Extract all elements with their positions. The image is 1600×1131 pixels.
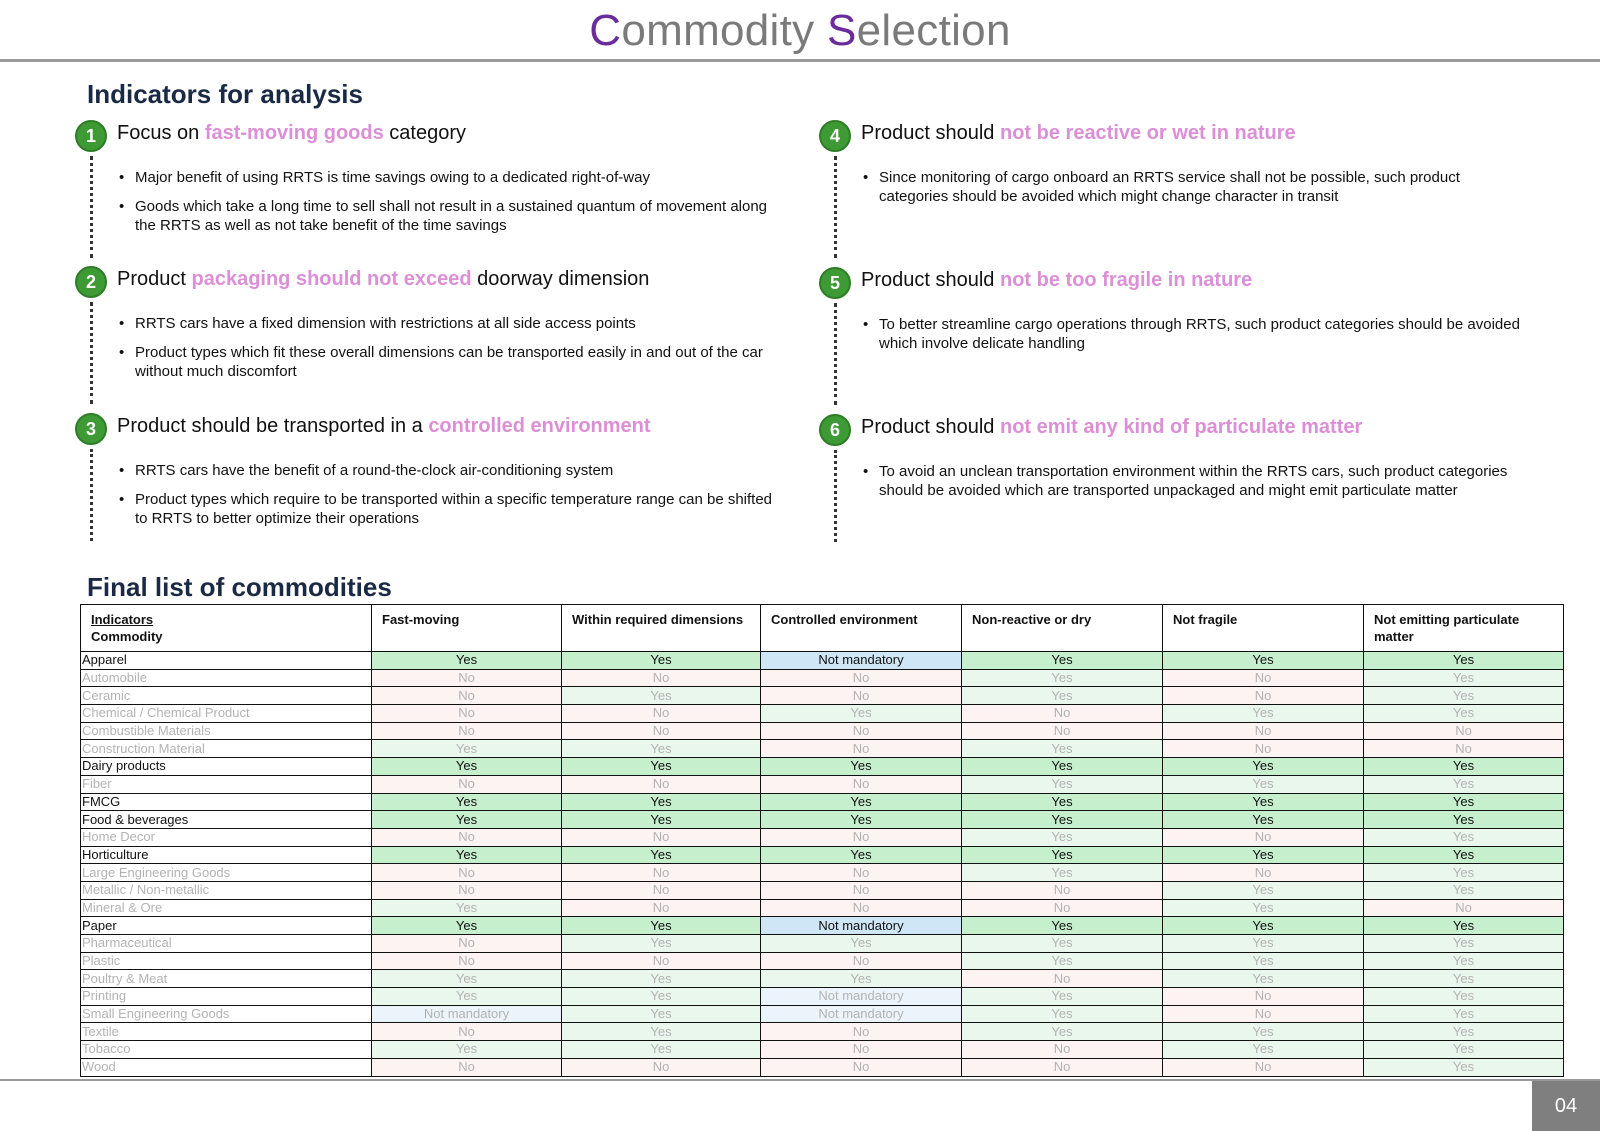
criteria-cell: No bbox=[562, 881, 761, 899]
criteria-cell: Not mandatory bbox=[761, 1005, 962, 1023]
commodity-name: Paper bbox=[81, 917, 372, 935]
criteria-cell: No bbox=[1364, 722, 1564, 740]
table-row bbox=[81, 952, 1564, 970]
criteria-cell: Yes bbox=[962, 758, 1163, 776]
criteria-cell: Yes bbox=[1163, 952, 1364, 970]
criteria-cell: No bbox=[962, 1058, 1163, 1076]
table-row bbox=[81, 1023, 1564, 1041]
criteria-cell: Not mandatory bbox=[761, 988, 962, 1006]
commodity-name: Metallic / Non-metallic bbox=[81, 881, 372, 899]
criteria-cell: No bbox=[372, 705, 562, 723]
table-row bbox=[81, 669, 1564, 687]
criteria-cell: Yes bbox=[1163, 811, 1364, 829]
table-row bbox=[81, 917, 1564, 935]
step-badge: 4 bbox=[819, 120, 851, 152]
criteria-cell: Not mandatory bbox=[761, 917, 962, 935]
criteria-cell: Yes bbox=[562, 970, 761, 988]
criteria-cell: Yes bbox=[1163, 899, 1364, 917]
criteria-cell: No bbox=[962, 1041, 1163, 1059]
criteria-cell: No bbox=[761, 952, 962, 970]
indicators-heading: Indicators for analysis bbox=[87, 79, 363, 109]
criteria-cell: Yes bbox=[761, 935, 962, 953]
criteria-cell: No bbox=[761, 864, 962, 882]
commodity-name: Horticulture bbox=[81, 846, 372, 864]
criteria-cell: No bbox=[372, 935, 562, 953]
criteria-cell: No bbox=[761, 1041, 962, 1059]
criteria-cell: Yes bbox=[962, 669, 1163, 687]
commodities-table bbox=[80, 604, 1564, 1077]
header-controlled-env: Controlled environment bbox=[761, 605, 962, 652]
step-badge: 3 bbox=[75, 413, 107, 445]
criteria-cell: Yes bbox=[372, 899, 562, 917]
commodity-name: Construction Material bbox=[81, 740, 372, 758]
commodity-name: Small Engineering Goods bbox=[81, 1005, 372, 1023]
commodity-name: Wood bbox=[81, 1058, 372, 1076]
criteria-cell: Yes bbox=[761, 970, 962, 988]
step-badge: 5 bbox=[819, 267, 851, 299]
criteria-cell: Yes bbox=[562, 1005, 761, 1023]
criteria-cell: Yes bbox=[562, 917, 761, 935]
criteria-cell: Yes bbox=[962, 917, 1163, 935]
criteria-cell: Yes bbox=[1163, 652, 1364, 670]
indicator-title: Focus on fast-moving goods category bbox=[117, 122, 466, 144]
commodity-name: Dairy products bbox=[81, 758, 372, 776]
criteria-cell: No bbox=[1364, 899, 1564, 917]
criteria-cell: Yes bbox=[562, 793, 761, 811]
criteria-cell: Yes bbox=[1364, 1058, 1564, 1076]
criteria-cell: Yes bbox=[1364, 652, 1564, 670]
table-row bbox=[81, 687, 1564, 705]
criteria-cell: Yes bbox=[962, 935, 1163, 953]
criteria-cell: Yes bbox=[1163, 1023, 1364, 1041]
criteria-cell: No bbox=[962, 881, 1163, 899]
criteria-cell: Yes bbox=[562, 1041, 761, 1059]
criteria-cell: No bbox=[1163, 740, 1364, 758]
criteria-cell: No bbox=[372, 1023, 562, 1041]
indicator-title: Product should not be too fragile in nature bbox=[861, 269, 1253, 291]
table-row bbox=[81, 758, 1564, 776]
criteria-cell: No bbox=[562, 864, 761, 882]
criteria-cell: No bbox=[1163, 988, 1364, 1006]
criteria-cell: Yes bbox=[1163, 846, 1364, 864]
criteria-cell: Yes bbox=[962, 988, 1163, 1006]
commodity-name: Large Engineering Goods bbox=[81, 864, 372, 882]
table-row bbox=[81, 846, 1564, 864]
criteria-cell: Yes bbox=[1163, 775, 1364, 793]
criteria-cell: No bbox=[372, 669, 562, 687]
criteria-cell: Yes bbox=[962, 828, 1163, 846]
criteria-cell: Yes bbox=[761, 793, 962, 811]
table-row bbox=[81, 935, 1564, 953]
criteria-cell: Yes bbox=[1364, 864, 1564, 882]
table-row bbox=[81, 1005, 1564, 1023]
criteria-cell: Yes bbox=[372, 970, 562, 988]
table-row bbox=[81, 881, 1564, 899]
bullet-item: • Major benefit of using RRTS is time savings owing to a dedicated right-of-way bbox=[117, 168, 780, 187]
criteria-cell: Yes bbox=[1364, 881, 1564, 899]
commodity-name: Ceramic bbox=[81, 687, 372, 705]
criteria-cell: No bbox=[761, 1023, 962, 1041]
criteria-cell: Yes bbox=[562, 1023, 761, 1041]
commodity-name: Automobile bbox=[81, 669, 372, 687]
commodity-name: Printing bbox=[81, 988, 372, 1006]
criteria-cell: Yes bbox=[1364, 970, 1564, 988]
step-badge: 6 bbox=[819, 414, 851, 446]
bullet-item: • Since monitoring of cargo onboard an RRTS service shall not be possible, such product categories should be avoided which might change character in transit bbox=[861, 168, 1524, 206]
criteria-cell: Yes bbox=[1364, 935, 1564, 953]
criteria-cell: No bbox=[372, 864, 562, 882]
criteria-cell: Yes bbox=[372, 988, 562, 1006]
indicator-title: Product packaging should not exceed doorway dimension bbox=[117, 268, 650, 290]
criteria-cell: No bbox=[372, 775, 562, 793]
dotted-connector bbox=[834, 450, 837, 542]
step-badge: 2 bbox=[75, 266, 107, 298]
commodity-name: Textile bbox=[81, 1023, 372, 1041]
criteria-cell: No bbox=[562, 669, 761, 687]
bullet-item: • To avoid an unclean transportation environment within the RRTS cars, such product categories should be avoided which are transported unpackaged and might emit particulate matter bbox=[861, 462, 1539, 500]
criteria-cell: No bbox=[761, 881, 962, 899]
criteria-cell: No bbox=[761, 669, 962, 687]
header-no-particulate: Not emitting particulate matter bbox=[1364, 605, 1564, 652]
criteria-cell: No bbox=[562, 1058, 761, 1076]
criteria-cell: Yes bbox=[962, 740, 1163, 758]
criteria-cell: Yes bbox=[372, 758, 562, 776]
table-row bbox=[81, 775, 1564, 793]
criteria-cell: Yes bbox=[562, 811, 761, 829]
commodity-name: Combustible Materials bbox=[81, 722, 372, 740]
criteria-cell: No bbox=[1163, 669, 1364, 687]
criteria-cell: Yes bbox=[1364, 1023, 1564, 1041]
commodity-name: Plastic bbox=[81, 952, 372, 970]
criteria-cell: Yes bbox=[1364, 1041, 1564, 1059]
indicator-5 bbox=[819, 267, 1524, 363]
criteria-cell: No bbox=[761, 740, 962, 758]
criteria-cell: Yes bbox=[962, 775, 1163, 793]
bullet-item: • To better streamline cargo operations through RRTS, such product categories should be avoided which involve delicate handling bbox=[861, 315, 1524, 353]
criteria-cell: No bbox=[562, 952, 761, 970]
criteria-cell: Yes bbox=[1364, 793, 1564, 811]
commodity-name: Home Decor bbox=[81, 828, 372, 846]
final-list-heading: Final list of commodities bbox=[87, 572, 392, 602]
indicator-title: Product should not be reactive or wet in nature bbox=[861, 122, 1296, 144]
criteria-cell: Yes bbox=[562, 988, 761, 1006]
commodity-name: Apparel bbox=[81, 652, 372, 670]
table-row bbox=[81, 899, 1564, 917]
criteria-cell: Yes bbox=[761, 705, 962, 723]
criteria-cell: No bbox=[761, 687, 962, 705]
criteria-cell: Yes bbox=[1163, 970, 1364, 988]
criteria-cell: No bbox=[372, 952, 562, 970]
criteria-cell: Yes bbox=[562, 740, 761, 758]
bullet-item: • RRTS cars have the benefit of a round-the-clock air-conditioning system bbox=[117, 461, 780, 480]
criteria-cell: No bbox=[1163, 864, 1364, 882]
criteria-cell: Yes bbox=[1364, 811, 1564, 829]
criteria-cell: Yes bbox=[1364, 669, 1564, 687]
criteria-cell: Yes bbox=[372, 917, 562, 935]
header-dimensions: Within required dimensions bbox=[562, 605, 761, 652]
criteria-cell: No bbox=[372, 881, 562, 899]
indicator-6 bbox=[819, 414, 1524, 510]
criteria-cell: No bbox=[372, 722, 562, 740]
table-row bbox=[81, 1058, 1564, 1076]
header-corner: Indicators Commodity bbox=[81, 605, 372, 652]
criteria-cell: Yes bbox=[962, 687, 1163, 705]
criteria-cell: Yes bbox=[962, 811, 1163, 829]
table-row bbox=[81, 864, 1564, 882]
commodity-name: Chemical / Chemical Product bbox=[81, 705, 372, 723]
criteria-cell: Yes bbox=[372, 811, 562, 829]
commodity-name: FMCG bbox=[81, 793, 372, 811]
criteria-cell: Yes bbox=[1364, 952, 1564, 970]
table-row bbox=[81, 740, 1564, 758]
criteria-cell: Not mandatory bbox=[761, 652, 962, 670]
commodity-name: Fiber bbox=[81, 775, 372, 793]
criteria-cell: No bbox=[761, 775, 962, 793]
bullet-item: • Product types which require to be transported within a specific temperature range can be shifted to RRTS to better optimize their operations bbox=[117, 490, 780, 528]
step-badge: 1 bbox=[75, 120, 107, 152]
criteria-cell: Yes bbox=[372, 1041, 562, 1059]
criteria-cell: No bbox=[1163, 722, 1364, 740]
table-row bbox=[81, 1041, 1564, 1059]
criteria-cell: Yes bbox=[761, 758, 962, 776]
criteria-cell: Yes bbox=[1364, 846, 1564, 864]
commodity-name: Food & beverages bbox=[81, 811, 372, 829]
dotted-connector bbox=[834, 156, 837, 258]
criteria-cell: No bbox=[1163, 687, 1364, 705]
commodity-name: Poultry & Meat bbox=[81, 970, 372, 988]
criteria-cell: Yes bbox=[761, 846, 962, 864]
criteria-cell: Yes bbox=[962, 652, 1163, 670]
criteria-cell: Yes bbox=[562, 687, 761, 705]
criteria-cell: Yes bbox=[562, 652, 761, 670]
criteria-cell: Yes bbox=[1163, 1041, 1364, 1059]
criteria-cell: Yes bbox=[562, 935, 761, 953]
criteria-cell: No bbox=[962, 899, 1163, 917]
criteria-cell: Yes bbox=[562, 846, 761, 864]
criteria-cell: No bbox=[761, 1058, 962, 1076]
criteria-cell: No bbox=[962, 705, 1163, 723]
criteria-cell: Not mandatory bbox=[372, 1005, 562, 1023]
criteria-cell: Yes bbox=[962, 846, 1163, 864]
criteria-cell: No bbox=[1364, 740, 1564, 758]
table-row bbox=[81, 722, 1564, 740]
dotted-connector bbox=[90, 156, 93, 258]
footer-divider bbox=[0, 1079, 1600, 1081]
commodity-name: Pharmaceutical bbox=[81, 935, 372, 953]
indicator-3 bbox=[75, 413, 780, 538]
criteria-cell: No bbox=[562, 775, 761, 793]
indicator-title: Product should be transported in a controlled environment bbox=[117, 415, 651, 437]
indicator-1 bbox=[75, 120, 780, 245]
criteria-cell: Yes bbox=[1364, 988, 1564, 1006]
criteria-cell: No bbox=[372, 687, 562, 705]
criteria-cell: No bbox=[962, 722, 1163, 740]
criteria-cell: Yes bbox=[372, 740, 562, 758]
table-row bbox=[81, 652, 1564, 670]
dotted-connector bbox=[90, 449, 93, 541]
criteria-cell: No bbox=[761, 899, 962, 917]
table-row bbox=[81, 793, 1564, 811]
page-number: 04 bbox=[1532, 1081, 1600, 1131]
criteria-cell: Yes bbox=[1364, 758, 1564, 776]
table-row bbox=[81, 988, 1564, 1006]
criteria-cell: Yes bbox=[1163, 793, 1364, 811]
criteria-cell: Yes bbox=[562, 758, 761, 776]
criteria-cell: Yes bbox=[1163, 881, 1364, 899]
criteria-cell: Yes bbox=[372, 793, 562, 811]
criteria-cell: Yes bbox=[1163, 917, 1364, 935]
criteria-cell: Yes bbox=[1364, 775, 1564, 793]
page-title: Commodity Selection bbox=[589, 6, 1011, 55]
criteria-cell: Yes bbox=[962, 793, 1163, 811]
criteria-cell: No bbox=[1163, 1005, 1364, 1023]
commodity-name: Tobacco bbox=[81, 1041, 372, 1059]
table-row bbox=[81, 970, 1564, 988]
criteria-cell: No bbox=[562, 722, 761, 740]
criteria-cell: Yes bbox=[372, 846, 562, 864]
criteria-cell: Yes bbox=[372, 652, 562, 670]
criteria-cell: Yes bbox=[962, 1005, 1163, 1023]
bullet-item: • Product types which fit these overall dimensions can be transported easily in and out of the car without much discomfort bbox=[117, 343, 780, 381]
indicator-title: Product should not emit any kind of particulate matter bbox=[861, 416, 1363, 438]
indicator-4 bbox=[819, 120, 1524, 216]
title-divider bbox=[0, 59, 1600, 62]
criteria-cell: No bbox=[562, 705, 761, 723]
criteria-cell: No bbox=[761, 722, 962, 740]
table-row bbox=[81, 705, 1564, 723]
dotted-connector bbox=[834, 303, 837, 405]
criteria-cell: No bbox=[761, 828, 962, 846]
criteria-cell: Yes bbox=[1364, 1005, 1564, 1023]
criteria-cell: Yes bbox=[962, 952, 1163, 970]
criteria-cell: No bbox=[372, 1058, 562, 1076]
criteria-cell: Yes bbox=[962, 864, 1163, 882]
table-header-row bbox=[81, 605, 1564, 652]
bullet-item: • Goods which take a long time to sell shall not result in a sustained quantum of movement along the RRTS as well as not take benefit of the time savings bbox=[117, 197, 780, 235]
criteria-cell: Yes bbox=[1364, 828, 1564, 846]
bullet-item: • RRTS cars have a fixed dimension with restrictions at all side access points bbox=[117, 314, 780, 333]
header-not-fragile: Not fragile bbox=[1163, 605, 1364, 652]
criteria-cell: No bbox=[962, 970, 1163, 988]
criteria-cell: No bbox=[1163, 1058, 1364, 1076]
criteria-cell: No bbox=[372, 828, 562, 846]
criteria-cell: Yes bbox=[962, 1023, 1163, 1041]
criteria-cell: Yes bbox=[761, 811, 962, 829]
header-fast-moving: Fast-moving bbox=[372, 605, 562, 652]
criteria-cell: Yes bbox=[1364, 917, 1564, 935]
criteria-cell: Yes bbox=[1364, 705, 1564, 723]
criteria-cell: No bbox=[562, 899, 761, 917]
table-row bbox=[81, 828, 1564, 846]
criteria-cell: Yes bbox=[1163, 705, 1364, 723]
criteria-cell: Yes bbox=[1163, 758, 1364, 776]
criteria-cell: Yes bbox=[1364, 687, 1564, 705]
indicator-2 bbox=[75, 266, 780, 391]
table-row bbox=[81, 811, 1564, 829]
commodity-name: Mineral & Ore bbox=[81, 899, 372, 917]
criteria-cell: No bbox=[562, 828, 761, 846]
dotted-connector bbox=[90, 302, 93, 404]
criteria-cell: No bbox=[1163, 828, 1364, 846]
header-non-reactive: Non-reactive or dry bbox=[962, 605, 1163, 652]
criteria-cell: Yes bbox=[1163, 935, 1364, 953]
